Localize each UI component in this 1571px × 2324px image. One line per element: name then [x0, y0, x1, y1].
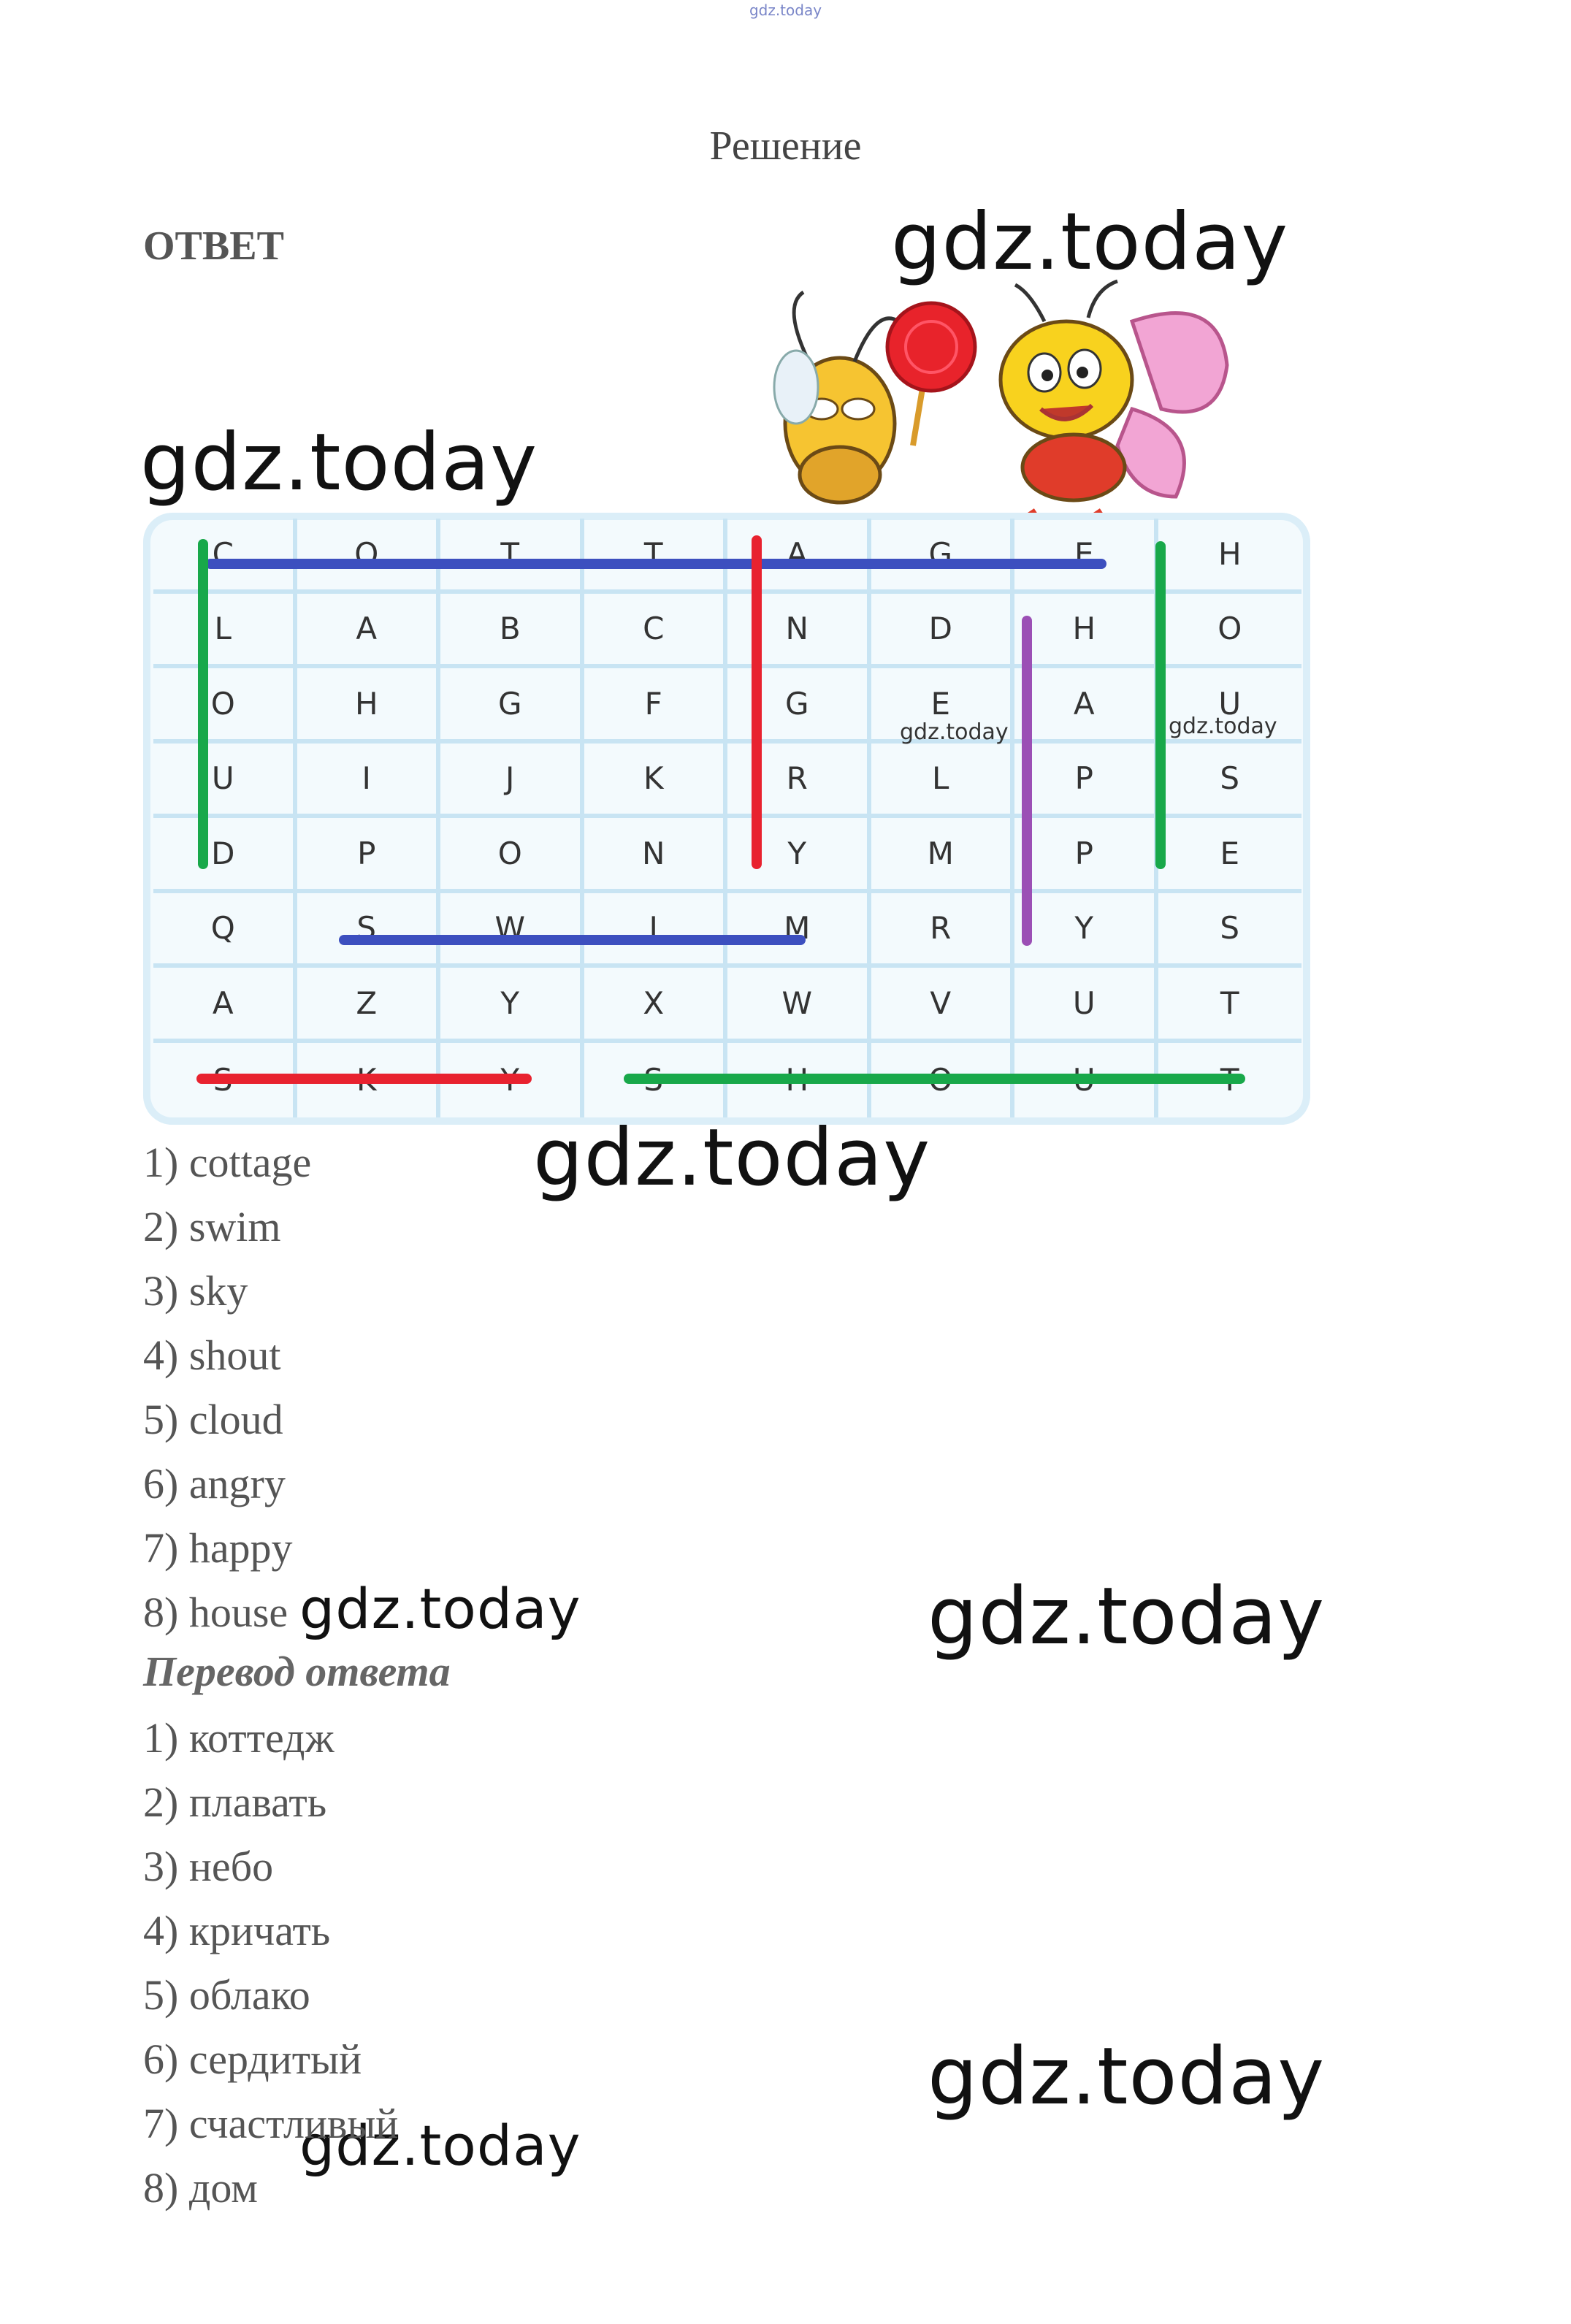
grid-cell: K: [297, 1043, 441, 1118]
grid-cell: O: [1158, 594, 1302, 669]
grid-cell: K: [584, 744, 728, 819]
grid-cell: P: [297, 818, 441, 893]
grid-cell: M: [871, 818, 1015, 893]
word-search-puzzle: [143, 504, 1310, 1125]
grid-cell: S: [297, 893, 441, 968]
grid-cell: Z: [297, 968, 441, 1043]
grid-cell: A: [1014, 668, 1158, 744]
grid-cell: J: [440, 744, 584, 819]
list-item: 3) sky: [143, 1267, 248, 1315]
grid-cell: S: [1158, 744, 1302, 819]
grid-cell: L: [871, 744, 1015, 819]
cell-watermark-b: gdz.today: [1169, 714, 1277, 739]
grid-cell: P: [1014, 818, 1158, 893]
grid-cell: U: [1014, 968, 1158, 1043]
grid-cell: T: [1220, 1062, 1239, 1098]
cell-watermark-a: gdz.today: [900, 719, 1009, 745]
grid-cell: Y: [1014, 893, 1158, 968]
answers-list: [143, 1131, 311, 1645]
grid-cell: T: [440, 519, 584, 594]
list-item: 2) плавать: [143, 1778, 327, 1826]
grid-cell: E: [871, 668, 1015, 744]
watermark-2: gdz.today: [140, 417, 538, 508]
grid-cell: A: [153, 968, 297, 1043]
grid-cell: B: [440, 594, 584, 669]
grid-cell: N: [727, 594, 871, 669]
grid-cell: H: [1014, 594, 1158, 669]
grid-cell: P: [1014, 744, 1158, 819]
list-item: 5) cloud: [143, 1396, 283, 1443]
grid-cell: U: [153, 744, 297, 819]
grid-cell: F: [584, 668, 728, 744]
grid-cell: G: [727, 668, 871, 744]
grid-cell: Y: [440, 968, 584, 1043]
list-item: 8) house: [143, 1589, 288, 1636]
list-item: 3) небо: [143, 1843, 274, 1890]
grid-cell: Y: [440, 1043, 584, 1118]
grid-cell: S: [1158, 893, 1302, 968]
watermark-3: gdz.today: [533, 1112, 931, 1204]
left-bee: [774, 292, 898, 502]
grid-cell: Y: [727, 818, 871, 893]
grid-cell: T: [1158, 968, 1302, 1043]
right-bee: [1001, 281, 1227, 533]
watermark-7: gdz.today: [299, 2113, 581, 2178]
grid-cell: T: [584, 519, 728, 594]
grid-cell: O: [153, 668, 297, 744]
list-item: 2) swim: [143, 1203, 281, 1250]
list-item: 4) shout: [143, 1331, 281, 1379]
grid-cell: R: [871, 893, 1015, 968]
grid-cell: C: [584, 594, 728, 669]
grid-cell: W: [727, 968, 871, 1043]
watermark-6: gdz.today: [928, 2031, 1326, 2122]
grid-cell: D: [871, 594, 1015, 669]
list-item: 1) коттедж: [143, 1714, 335, 1762]
list-item: 8) дом: [143, 2164, 258, 2212]
translation-heading: Перевод ответа: [143, 1648, 451, 1695]
list-item: 7) счастливый: [143, 2100, 399, 2147]
list-item: 1) cottage: [143, 1139, 312, 1186]
grid-cell: I: [297, 744, 441, 819]
letter-grid: [153, 519, 1301, 1117]
grid-cell: A: [727, 519, 871, 594]
grid-cell: H: [297, 668, 441, 744]
grid-cell: M: [727, 893, 871, 968]
translation-list: [143, 1706, 398, 2220]
list-item: 4) кричать: [143, 1907, 331, 1954]
page-title: Решение: [709, 123, 862, 169]
grid-cell: C: [153, 519, 297, 594]
top-watermark: gdz.today: [749, 1, 822, 19]
list-item: 6) angry: [143, 1460, 286, 1507]
grid-cell: O: [871, 1043, 1015, 1118]
grid-cell: U: [1014, 1043, 1158, 1118]
grid-cell: R: [727, 744, 871, 819]
grid-cell: G: [871, 519, 1015, 594]
bees-illustration: [752, 278, 1249, 540]
watermark-5: gdz.today: [928, 1571, 1326, 1662]
watermark-4: gdz.today: [299, 1576, 581, 1641]
watermark-1: gdz.today: [891, 196, 1289, 288]
grid-cell: L: [153, 594, 297, 669]
answer-heading: ОТВЕТ: [143, 223, 284, 269]
list-item: 6) сердитый: [143, 2036, 362, 2083]
grid-cell: A: [297, 594, 441, 669]
grid-cell: I: [584, 893, 728, 968]
grid-cell: V: [871, 968, 1015, 1043]
grid-cell: S: [584, 1043, 728, 1118]
grid-cell: H: [1158, 519, 1302, 594]
grid-cell: H: [727, 1043, 871, 1118]
grid-cell: O: [297, 519, 441, 594]
grid-cell: O: [440, 818, 584, 893]
grid-cell: G: [440, 668, 584, 744]
grid-cell: E: [1014, 519, 1158, 594]
grid-cell: Q: [153, 893, 297, 968]
grid-cell: S: [153, 1043, 297, 1118]
grid-cell: D: [153, 818, 297, 893]
list-item: 7) happy: [143, 1524, 293, 1572]
grid-cell: N: [584, 818, 728, 893]
list-item: 5) облако: [143, 1971, 310, 2019]
grid-cell: E: [1158, 818, 1302, 893]
grid-cell: X: [584, 968, 728, 1043]
grid-cell: U: [1158, 668, 1302, 744]
lollipop: [887, 303, 975, 446]
grid-cell: W: [440, 893, 584, 968]
